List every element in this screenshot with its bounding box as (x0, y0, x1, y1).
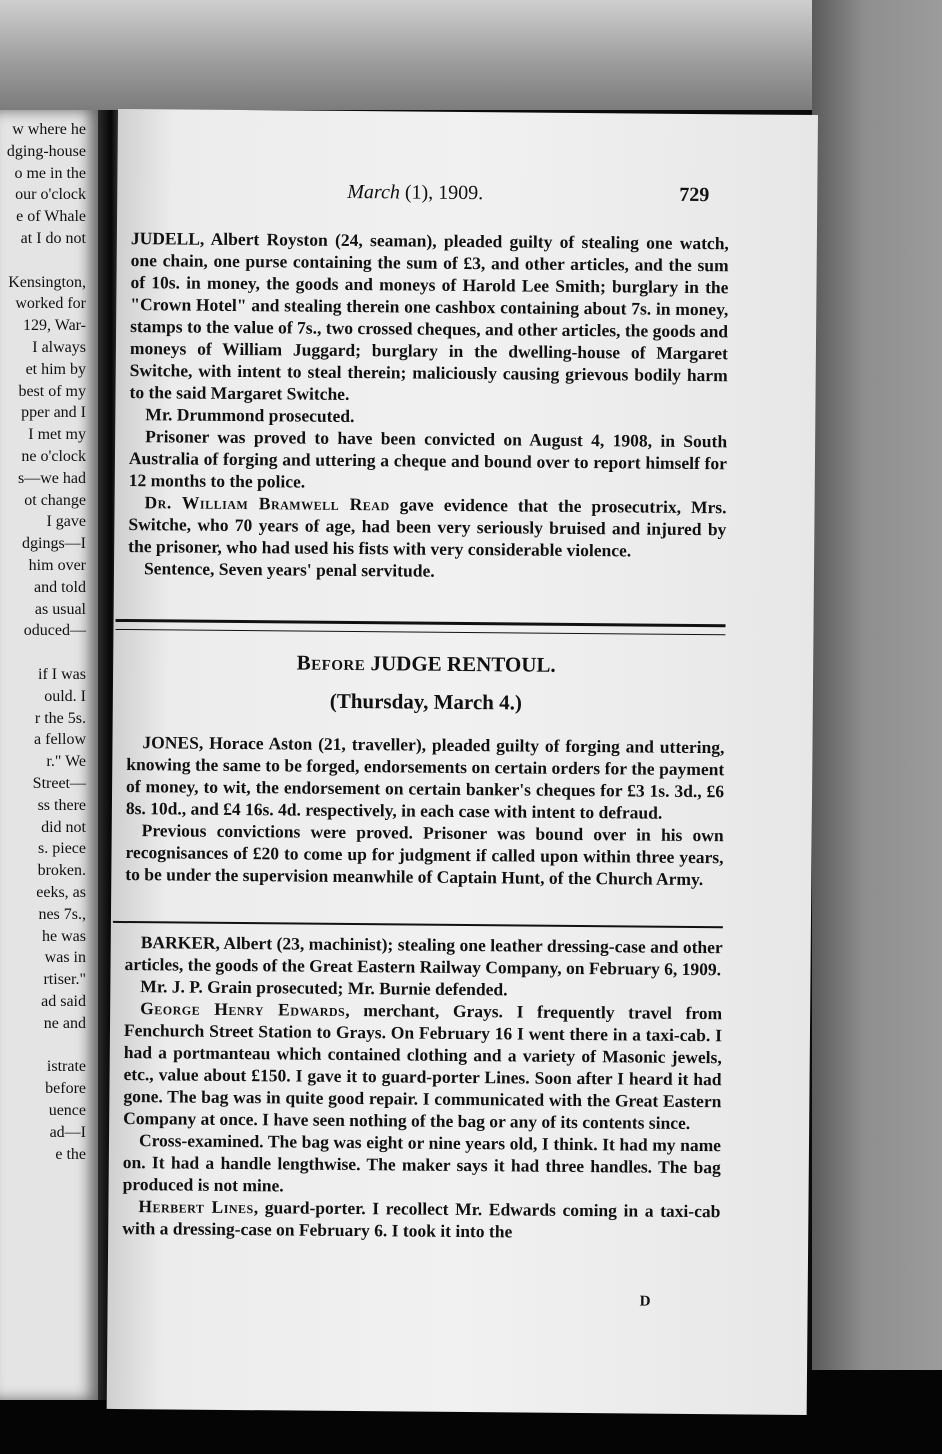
scan-background-right (812, 0, 942, 1454)
case-jones (125, 731, 724, 890)
facing-page-fragment (0, 110, 100, 1400)
facing-page-line: rtiser." (43, 971, 86, 989)
running-head-date: March (1), 1909. (347, 180, 484, 205)
witness-name: Dr. William Bramwell Read (144, 492, 390, 515)
date-heading: (Thursday, March 4.) (329, 688, 523, 715)
running-head (117, 179, 817, 215)
book-page (107, 109, 818, 1415)
facing-page-line: was in (44, 949, 86, 967)
case-barker-lines-testimony: Herbert Lines, guard-porter. I recollect Mr. Edwards coming in a taxi-cab with a dressing-case on February 6. I took it into the (122, 1196, 721, 1242)
facing-page-line: ne o'clock (21, 448, 86, 465)
case-judell-sentence: Sentence, Seven years' penal servitude. (143, 558, 435, 581)
case-barker-edwards-testimony: George Henry Edwards, merchant, Grays. I frequently travel from Fenchurch Street Station to Grays. On February 16 I went there in a taxi-cab. I had a portmanteau which contained clothing and a variety of Masonic jewels, etc., value about £150. I gave it to guard-porter Lines. Soon after I heard it had gone. The bag was in quite good repair. I communicated with the Great Eastern Company at once. I have seen nothing of the bag or any of its contents since. (123, 998, 723, 1133)
facing-page-line: 129, War- (23, 317, 86, 335)
facing-page-line: and told (34, 578, 86, 596)
facing-page-line: r." We (46, 753, 86, 771)
case-judell (128, 227, 729, 584)
facing-page-line: worked for (15, 295, 86, 313)
case-judell-evidence: Dr. William Bramwell Read gave evidence that the prosecutrix, Mrs. Switche, who 70 years of age, had been very seriously bruised and injured by the prisoner, who had used his fists with very considerable violence. (128, 492, 727, 561)
facing-page-line: Kensington, (8, 273, 86, 291)
facing-page-line: et him by (25, 360, 86, 378)
case-jones-outcome: Previous convictions were proved. Prisoner was bound over in his own recognisances of £20 to come up for judgment if called upon within three years, to be under the supervision meanwhile of Captain Hunt, of the Church Army. (125, 820, 724, 890)
facing-page-line: did not (41, 818, 86, 836)
case-barker-counsel: Mr. J. P. Grain prosecuted; Mr. Burnie defended. (140, 976, 508, 1000)
facing-page-line: nes 7s., (38, 905, 86, 923)
facing-page-line: e the (55, 1145, 86, 1163)
facing-page-line: ss there (37, 796, 86, 814)
facing-page-line: r the 5s. (34, 709, 86, 727)
facing-page-line: e of Whale (16, 208, 86, 226)
facing-page-line: ot change (24, 491, 86, 509)
facing-page-line: I always (32, 339, 86, 356)
facing-page-line: dging-house (6, 142, 86, 160)
case-judell-charge: JUDELL, Albert Royston (24, seaman), pleaded guilty of stealing one watch, one chain, one purse containing the sum of £3, and other articles, and the sum of 10s. in money, the goods and moneys of Harold Lee Smith; burglary in the "Crown Hotel" and stealing therein one cashbox containing about 7s. in money, stamps to the value of 7s., two crossed cheques, and other articles, the goods and moneys of William Juggard; burglary in the dwelling-house of Margaret Switche, with intent to steal therein; maliciously causing grievous bodily harm to the said Margaret Switche. (129, 228, 729, 404)
facing-page-line: istrate (46, 1058, 86, 1076)
facing-page-line: s—we had (18, 469, 86, 487)
facing-page-line: I met my (28, 426, 86, 444)
section-rule (115, 619, 725, 635)
judge-heading: Before JUDGE RENTOUL. (296, 650, 556, 677)
facing-page-line: as usual (34, 600, 86, 618)
facing-page-line: oduced— (23, 622, 86, 640)
facing-page-line: o me in the (14, 164, 86, 182)
case-judell-prosecution: Mr. Drummond prosecuted. (145, 404, 355, 427)
facing-page-line: ne and (43, 1014, 86, 1032)
facing-page-line: s. piece (38, 840, 86, 858)
facing-page-line: if I was (38, 666, 86, 683)
facing-page-line: Street— (32, 775, 86, 792)
facing-page-line: eeks, as (36, 884, 86, 901)
facing-page-line: before (45, 1080, 86, 1098)
facing-page-line: ad said (41, 993, 86, 1010)
witness-name: George Henry Edwards (140, 998, 346, 1020)
signature-mark: D (639, 1293, 651, 1310)
facing-page-line: w where he (12, 121, 86, 138)
facing-page-line: uence (48, 1102, 86, 1119)
case-judell-conviction: Prisoner was proved to have been convicted on August 4, 1908, in South Australia of forging and uttering a cheque and bound over to report himself for 12 months to the police. (128, 426, 728, 492)
facing-page-line: he was (42, 927, 86, 945)
facing-page-line: our o'clock (15, 186, 86, 204)
case-jones-charge: JONES, Horace Aston (21, traveller), pleaded guilty of forging and uttering, knowing the same to be forged, endorsements on certain orders for the payment of money, to wit, the endorsement on certain banker's cheques for £3 1s. 3d., £6 8s. 10d., and £4 16s. 4d. respectively, in each case with intent to defraud. (125, 732, 725, 823)
facing-page-line: dgings—I (22, 535, 86, 553)
facing-page-line: a fellow (34, 731, 86, 749)
facing-page-line: ad—I (49, 1123, 86, 1141)
case-rule (113, 921, 723, 928)
case-barker-charge: BARKER, Albert (23, machinist); stealing one leather dressing-case and other articles, the goods of the Great Eastern Railway Company, on February 6, 1909. (124, 932, 723, 980)
facing-page-line: him over (28, 557, 86, 574)
witness-name: Herbert Lines (138, 1196, 254, 1218)
facing-page-line: pper and I (21, 404, 86, 422)
case-barker (122, 931, 723, 1244)
scan-background-top (0, 0, 942, 110)
page-number: 729 (679, 183, 710, 207)
facing-page-line: broken. (37, 862, 86, 880)
facing-page-line: at I do not (20, 230, 86, 247)
facing-page-line: ould. I (44, 687, 86, 705)
facing-page-line: I gave (46, 513, 86, 531)
facing-page-line: best of my (18, 382, 86, 400)
case-barker-cross-examination: Cross-examined. The bag was eight or nine years old, I think. It had my name on. It had a handle lengthwise. The maker says it had three handles. The bag produced is not mine. (122, 1130, 722, 1196)
